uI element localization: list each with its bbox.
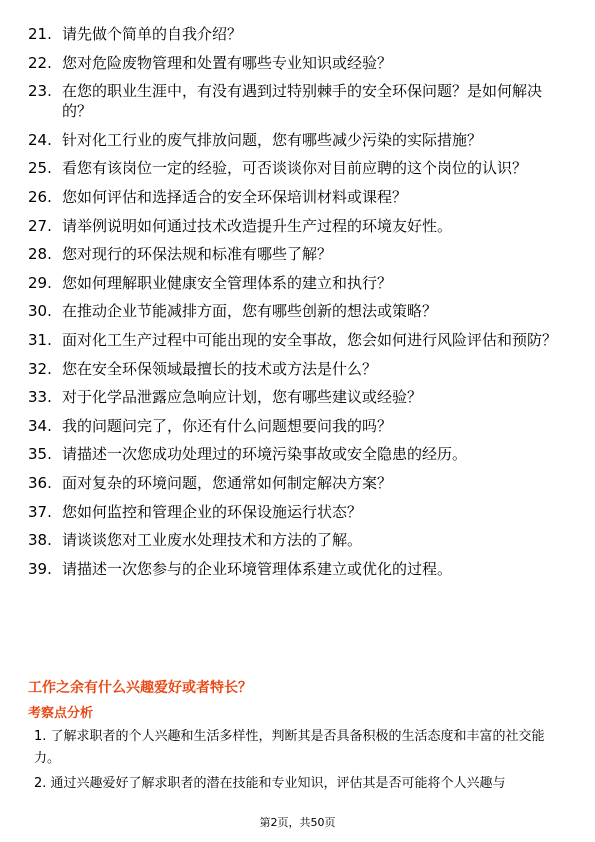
question-number: 30. (28, 302, 52, 321)
analysis-subtitle: 考察点分析 (28, 706, 94, 721)
question-item (28, 81, 568, 121)
question-number: 36. (28, 473, 52, 492)
question-number: 23. (28, 82, 52, 101)
question-text: 您如何评估和选择适合的安全环保培训材料或课程？ (62, 187, 408, 206)
question-item (28, 216, 568, 236)
question-item (28, 273, 568, 293)
analysis-point: 1. 了解求职者的个人兴趣和生活多样性，判断其是否具备积极的生活态度和丰富的社交能力。 (34, 729, 545, 766)
question-text: 对于化学品泄露应急响应计划，您有哪些建议或经验？ (62, 388, 423, 407)
question-item (28, 24, 568, 44)
question-number: 38. (28, 531, 52, 550)
question-number: 22. (28, 53, 52, 72)
question-text: 面对化工生产过程中可能出现的安全事故，您会如何进行风险评估和预防？ (62, 330, 558, 349)
question-text: 请描述一次您参与的企业环境管理体系建立或优化的过程。 (62, 559, 453, 578)
question-item (28, 187, 568, 207)
question-text: 您对危险废物管理和处置有哪些专业知识或经验？ (62, 53, 393, 72)
question-text: 您如何监控和管理企业的环保设施运行状态？ (62, 502, 363, 521)
question-text: 在推动企业节能减排方面，您有哪些创新的想法或策略？ (62, 302, 438, 321)
question-text: 在您的职业生涯中，有没有遇到过特别棘手的安全环保问题？是如何解决的？ (62, 82, 543, 121)
question-text: 您在安全环保领域最擅长的技术或方法是什么？ (62, 359, 378, 378)
question-item (28, 130, 568, 150)
question-list (28, 24, 568, 587)
question-item (28, 502, 568, 522)
question-text: 针对化工行业的废气排放问题，您有哪些减少污染的实际措施？ (62, 130, 483, 149)
question-item (28, 416, 568, 436)
question-item (28, 301, 568, 321)
question-number: 28. (28, 245, 52, 264)
question-text: 看您有该岗位一定的经验，可否谈谈你对目前应聘的这个岗位的认识？ (62, 159, 528, 178)
question-number: 35. (28, 445, 52, 464)
question-item (28, 158, 568, 178)
question-number: 33. (28, 388, 52, 407)
page-footer: 第2页，共50页 (259, 816, 336, 829)
analysis-point: 2. 通过兴趣爱好了解求职者的潜在技能和专业知识，评估其是否可能将个人兴趣与 (34, 776, 506, 791)
question-number: 27. (28, 216, 52, 235)
question-item (28, 444, 568, 464)
question-item (28, 530, 568, 550)
question-number: 37. (28, 502, 52, 521)
question-item (28, 387, 568, 407)
question-number: 34. (28, 416, 52, 435)
question-text: 面对复杂的环境问题，您通常如何制定解决方案？ (62, 473, 393, 492)
question-text: 您如何理解职业健康安全管理体系的建立和执行？ (62, 273, 393, 292)
question-number: 29. (28, 273, 52, 292)
question-number: 31. (28, 330, 52, 349)
question-number: 21. (28, 25, 52, 43)
question-item (28, 559, 568, 579)
question-text: 请先做个简单的自我介绍？ (62, 25, 243, 43)
question-item (28, 244, 568, 264)
question-number: 25. (28, 159, 52, 178)
question-text: 我的问题问完了，你还有什么问题想要问我的吗？ (62, 416, 393, 435)
question-number: 39. (28, 559, 52, 578)
question-text: 您对现行的环保法规和标准有哪些了解？ (62, 245, 333, 264)
question-number: 32. (28, 359, 52, 378)
question-item (28, 330, 568, 350)
question-item (28, 53, 568, 73)
question-item (28, 473, 568, 493)
question-text: 请谈谈您对工业废水处理技术和方法的了解。 (62, 531, 363, 550)
hobby-section (28, 679, 568, 798)
question-number: 26. (28, 187, 52, 206)
section-title: 工作之余有什么兴趣爱好或者特长？ (28, 680, 252, 696)
question-text: 请描述一次您成功处理过的环境污染事故或安全隐患的经历。 (62, 445, 468, 464)
question-text: 请举例说明如何通过技术改造提升生产过程的环境友好性。 (62, 216, 453, 235)
question-number: 24. (28, 130, 52, 149)
question-item (28, 359, 568, 379)
